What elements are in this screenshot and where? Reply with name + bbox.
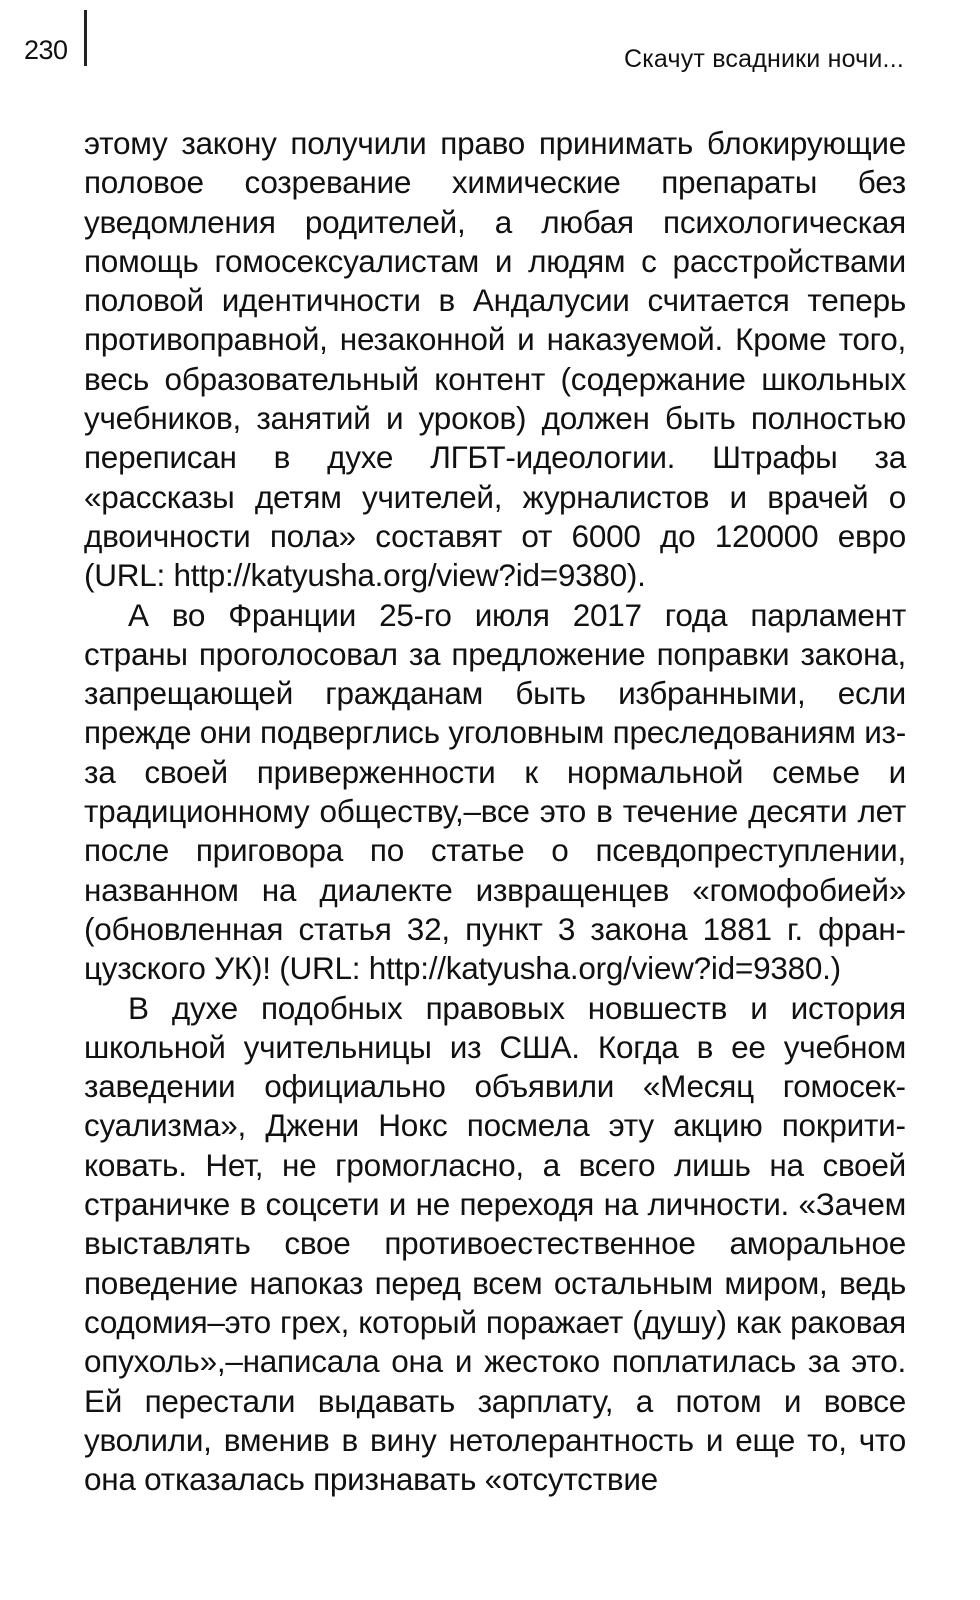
header-divider [84, 10, 87, 66]
paragraph-france: А во Франции 25-го июля 2017 года парламент страны проголосовал за предложение поправки закона, запрещающей гражданам быть избранными, если прежде они подверглись уголовным преследованиям из-за своей приверженности к нормальной семье и традиционному обществу,–все это в течение десяти лет после приговора по статье о псевдопреступлении, названном на диалекте извращенцев «гомофобией» (обновленная статья 32, пункт 3 закона 1881 г. французского УК)! (URL: http://katyusha.org/view?id=9380.) [84, 596, 906, 987]
running-title: Скачут всадники ночи... [623, 45, 904, 73]
page-number: 230 [24, 35, 68, 65]
body-text [84, 124, 906, 1499]
paragraph-continued: этому закону получили право принимать блокирующие половое созревание химические препараты без уведомления родителей, а любая психологическая помощь гомосексуалистам и людям с расстройствами половой идентичности в Андалусии считается теперь противоправной, незаконной и наказуемой. Кроме того, весь образовательный контент (содержание школьных учебников, занятий и уроков) должен быть полностью переписан в духе ЛГБТ-идеологии. Штрафы за «рассказы детям учителей, журналистов и врачей о двоичности пола» составят от 6000 до 120000 евро (URL: http://katyusha.org/view?id=9380). [84, 125, 906, 594]
paragraph-usa-teacher: В духе подобных правовых новшеств и история школьной учительницы из США. Когда в ее учебном заведении официально объявили «Месяц гомосексуализма», Джени Нокс посмела эту акцию покритиковать. Нет, не громогласно, а всего лишь на своей страничке в соцсети и не переходя на личности. «Зачем выставлять свое противоестественное аморальное поведение напоказ перед всем остальным миром, ведь содомия–это грех, который поражает (душу) как раковая опухоль»,–написала она и жестоко поплатилась за это. Ей перестали выдавать зарплату, а потом и вовсе уволили, вменив в вину нетолерантность и еще то, что она отказалась признавать «отсутствие [84, 989, 906, 1498]
page-header [0, 0, 980, 90]
